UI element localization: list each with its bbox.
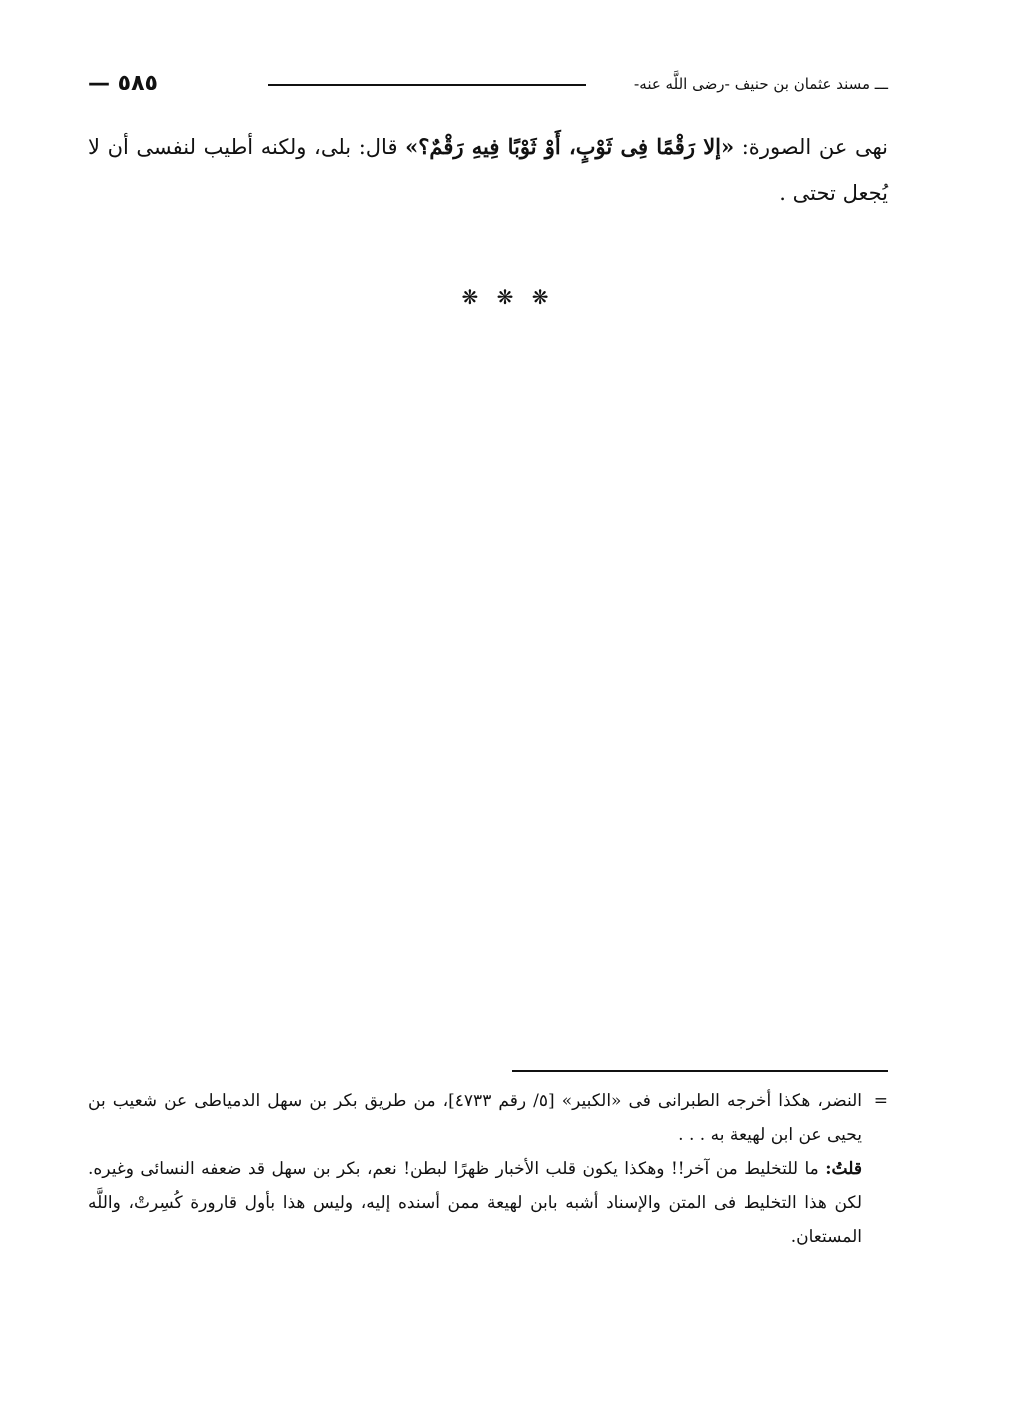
header-rule [268,84,586,86]
running-title: ـــ مسند عثمان بن حنيف -رضى اللَّه عنه- [633,75,888,93]
footnote-text: النضر، هكذا أخرجه الطبرانى فى «الكبير» [٥/ رقم ٤٧٣٣]، من طريق بكر بن سهل الدمياطى عن شعيب بن يحيى عن ابن لهيعة به . . . [88,1091,863,1145]
footnote-text: ما للتخليط من آخر!! وهكذا يكون قلب الأخبار ظهرًا لبطن! نعم، بكر بن سهل قد ضعفه النسائى وغيره. لكن هذا التخليط فى المتن والإسناد أشبه بابن لهيعة ممن أسنده إليه، وليس هذا بأول قارورة كُسِرتْ، واللَّه المستعان. [88,1159,862,1247]
footnote-paragraph [88,1152,888,1254]
footnote-lead: قلتُ: [825,1159,862,1179]
section-separator: ❋ ❋ ❋ [461,285,555,309]
footnote-paragraph [88,1084,888,1152]
footnotes [88,1084,888,1254]
footnote-continuation-marker: = [873,1091,889,1111]
hadith-quote: «إلا رَقْمًا فِى ثَوْبٍ، أَوْ ثَوْبًا فِيهِ رَقْمٌ؟» [405,134,735,159]
body-rest: قال: بلى، ولكنه أطيب لنفسى أن لا يُجعل تحتى . [88,135,888,205]
body-lead: نهى عن الصورة: [734,135,888,159]
body-paragraph [88,124,888,216]
page-header [88,66,888,102]
footnote-rule [512,1070,888,1072]
page-number: — ٥٨٥ [88,71,158,96]
